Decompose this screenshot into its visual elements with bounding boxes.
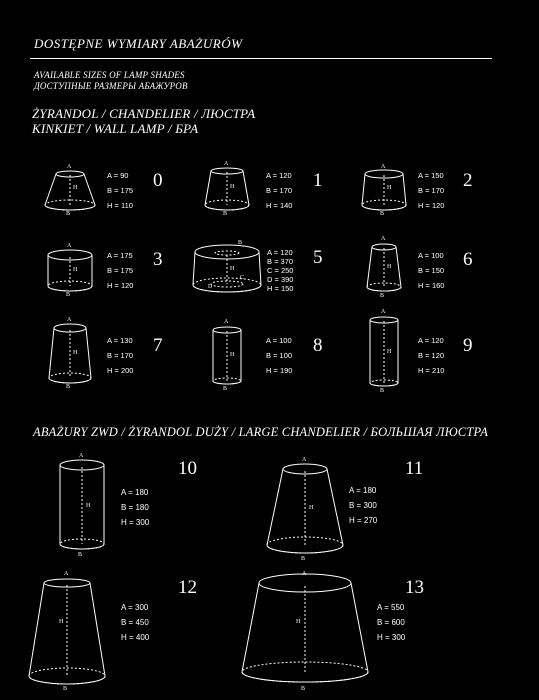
dim-a: A = 180: [121, 488, 149, 497]
label-h: H: [59, 619, 64, 625]
dim-a: A = 120: [418, 336, 444, 345]
dim-h: H = 200: [107, 366, 134, 375]
label-b: B: [63, 686, 68, 692]
shade-2-number: 2: [463, 170, 473, 191]
dim-a: A = 150: [418, 171, 444, 180]
label-h: H: [296, 619, 301, 625]
shade-12-number: 12: [178, 577, 197, 598]
label-a: A: [67, 317, 72, 323]
label-a: A: [302, 457, 307, 463]
label-h: H: [73, 185, 78, 191]
label-a: A: [67, 164, 72, 170]
dim-a: A = 120: [267, 248, 293, 257]
label-b: B: [380, 388, 385, 394]
dim-h: H = 120: [418, 201, 445, 210]
label-h: H: [230, 352, 235, 358]
label-b: B: [78, 552, 83, 558]
dim-h: H = 140: [266, 201, 293, 210]
dim-a: A = 550: [377, 603, 405, 612]
shade-3-number: 3: [153, 249, 163, 270]
label-b: B: [66, 211, 71, 217]
dim-b: B = 170: [107, 351, 134, 360]
dim-a: A = 120: [266, 171, 292, 180]
label-a: A: [64, 571, 69, 577]
category-chandelier: ŻYRANDOL / CHANDELIER / ЛЮСТРА: [32, 106, 256, 121]
label-h: H: [230, 184, 235, 190]
page-title: DOSTĘPNE WYMIARY ABAŻURÓW: [34, 36, 243, 51]
label-b: B: [380, 293, 385, 299]
shade-0-number: 0: [153, 170, 163, 191]
dim-b: B = 300: [349, 501, 377, 510]
dim-a: A = 100: [418, 251, 444, 260]
shade-9-number: 9: [463, 335, 473, 356]
label-b: B: [223, 211, 228, 217]
label-h: H: [387, 264, 392, 270]
dim-a: A = 175: [107, 251, 133, 260]
label-a: A: [302, 571, 307, 577]
label-b: B: [238, 240, 243, 246]
dim-h: H = 110: [107, 201, 133, 210]
dim-a: A = 130: [107, 336, 133, 345]
dim-b: B = 120: [418, 351, 445, 360]
dim-h: H = 400: [121, 633, 150, 642]
label-b: B: [66, 292, 71, 298]
dim-b: B = 175: [107, 186, 134, 195]
label-a: A: [381, 164, 386, 170]
shade-13-dims: [377, 600, 405, 645]
dim-b: B = 370: [267, 257, 294, 266]
subtitle-en: AVAILABLE SIZES OF LAMP SHADES: [34, 70, 185, 80]
dim-h: H = 270: [349, 516, 378, 525]
dim-b: B = 600: [377, 618, 405, 627]
dim-h: H = 300: [377, 633, 406, 642]
dim-b: B = 450: [121, 618, 149, 627]
label-a: A: [224, 161, 229, 167]
dim-a: A = 90: [107, 171, 129, 180]
category-wall-lamp: KINKIET / WALL LAMP / БРА: [32, 121, 199, 136]
dim-a: A = 180: [349, 486, 377, 495]
label-h: H: [73, 267, 78, 273]
label-b: B: [301, 556, 306, 562]
shade-11-number: 11: [405, 458, 424, 479]
dim-b: B = 100: [266, 351, 293, 360]
shade-13-number: 13: [405, 577, 424, 598]
label-c: C: [240, 275, 245, 281]
dim-b: B = 150: [418, 266, 445, 275]
label-b: B: [66, 384, 71, 390]
dim-b: B = 180: [121, 503, 149, 512]
shade-5-number: 5: [313, 247, 323, 268]
dim-h: H = 210: [418, 366, 445, 375]
dim-a: A = 100: [266, 336, 292, 345]
shade-6-number: 6: [463, 249, 473, 270]
label-h: H: [86, 503, 91, 509]
label-b: B: [301, 686, 306, 692]
label-h: H: [309, 505, 314, 511]
dim-b: B = 175: [107, 266, 134, 275]
label-h: H: [230, 266, 235, 272]
label-a: A: [67, 243, 72, 249]
section-large-chandelier-title: ABAŻURY ZWD / ŻYRANDOL DUŻY / LARGE CHANDELIER / БОЛЬШАЯ ЛЮСТРА: [33, 425, 489, 439]
label-d: D: [208, 284, 213, 290]
label-h: H: [73, 350, 78, 356]
shade-1-number: 1: [313, 170, 323, 191]
shade-7-number: 7: [153, 335, 163, 356]
label-b: B: [380, 211, 385, 217]
dim-h: H = 160: [418, 281, 445, 290]
dim-b: B = 170: [266, 186, 293, 195]
label-a: A: [381, 309, 386, 315]
dim-h: H = 150: [267, 284, 294, 293]
label-a: A: [224, 319, 229, 325]
label-b: B: [223, 386, 228, 392]
dim-h: H = 190: [266, 366, 293, 375]
label-h: H: [387, 349, 392, 355]
label-h: H: [387, 185, 392, 191]
shade-8-number: 8: [313, 335, 323, 356]
subtitle-ru: ДОСТУПНЫЕ РАЗМЕРЫ АБАЖУРОВ: [34, 81, 188, 91]
label-a: A: [79, 453, 84, 459]
label-a: A: [381, 236, 386, 242]
dim-a: A = 300: [121, 603, 149, 612]
dim-h: H = 120: [107, 281, 134, 290]
dim-b: B = 170: [418, 186, 445, 195]
dim-d: D = 390: [267, 275, 294, 284]
dim-h: H = 300: [121, 518, 150, 527]
shade-10-number: 10: [178, 458, 197, 479]
dim-c: C = 250: [267, 266, 294, 275]
